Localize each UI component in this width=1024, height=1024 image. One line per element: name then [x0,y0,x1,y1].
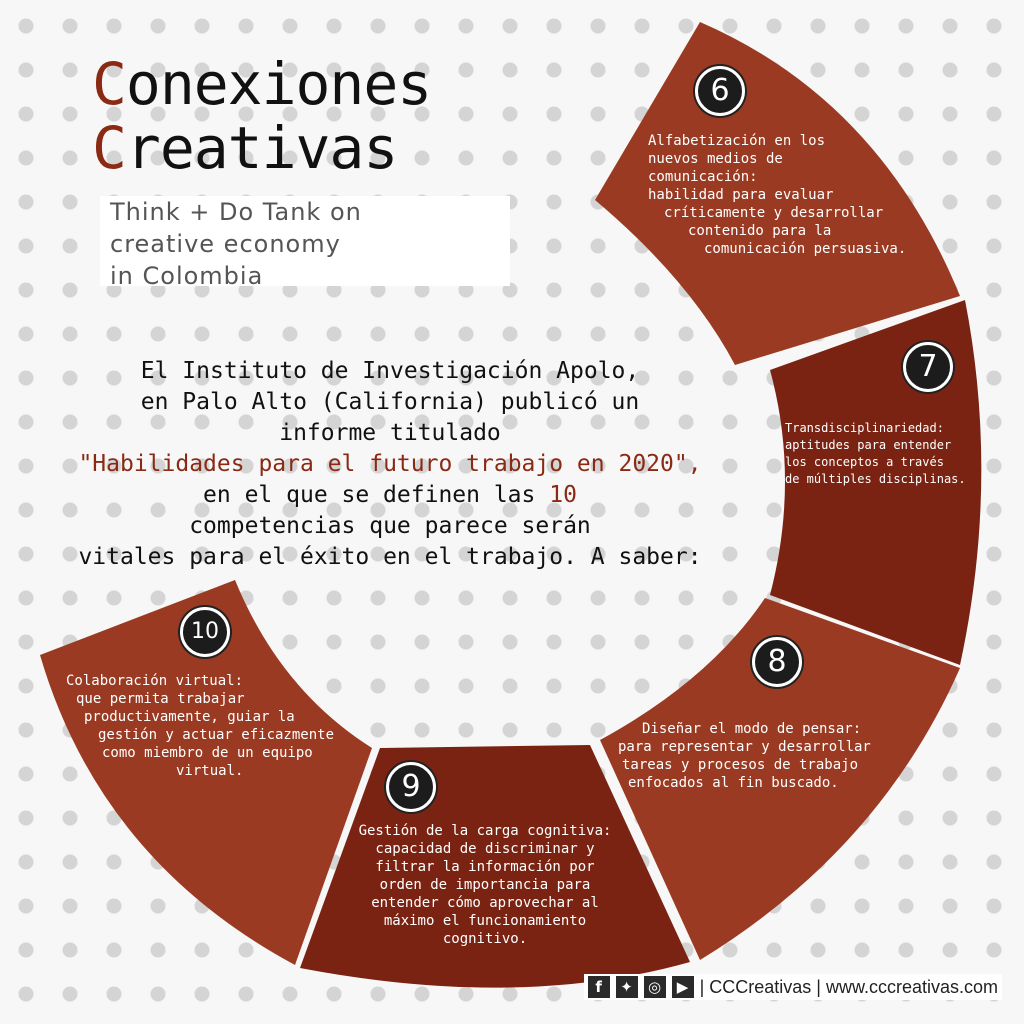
segment-9-line: Gestión de la carga cognitiva: [358,823,612,839]
twitter-icon[interactable]: ✦ [616,976,638,998]
segment-8-line: para representar y desarrollar [618,739,871,755]
footer-text: | CCCreativas | www.cccreativas.com [699,976,998,997]
intro-line: competencias que parece serán [189,513,591,539]
segment-9-line: orden de importancia para [379,877,591,893]
segment-9-line: cognitivo. [442,931,528,947]
segment-6-line: críticamente y desarrollar [664,205,884,221]
tagline-line: creative economy [110,230,341,258]
youtube-icon[interactable]: ▶ [672,976,694,998]
segment-10-text [60,672,360,780]
logo-cap-c2: C [92,114,126,182]
number-9-badge: 9 [386,762,436,812]
segment-7-line: Transdisciplinariedad: [785,421,944,435]
segment-7-line: de múltiples disciplinas. [785,472,966,486]
number-6-badge: 6 [695,66,745,116]
logo-cap-c1: C [92,50,126,118]
logo [92,52,431,180]
segment-9-line: entender cómo aprovechar al [371,895,599,911]
segment-9-line: filtrar la información por [375,859,595,875]
footer [584,974,1002,1000]
tagline-line: in Colombia [110,262,264,290]
intro-line: vitales para el éxito en el trabajo. A saber: [78,544,702,570]
tagline-line: Think + Do Tank on [110,198,362,226]
intro-line: El Instituto de Investigación Apolo, [140,358,640,384]
segment-9-text [330,822,640,948]
segment-10-line: Colaboración virtual: [66,673,244,689]
segment-6-line: comunicación persuasiva. [704,241,907,257]
segment-6-line: nuevos medios de [648,151,783,167]
number-8-badge: 8 [752,637,802,687]
number-10-badge: 10 [180,607,230,657]
count-highlight: 10 [549,482,577,508]
segment-7-text [785,420,995,488]
segment-10-line: que permita trabajar [76,691,245,707]
facebook-icon[interactable]: f [588,976,610,998]
segment-8-line: enfocados al fin buscado. [628,775,839,791]
segment-6-line: habilidad para evaluar [648,187,834,203]
segment-10-line: productivamente, guiar la [84,709,295,725]
segment-10-line: virtual. [176,763,244,779]
segment-9-line: máximo el funcionamiento [383,913,587,929]
segment-6-line: contenido para la [688,223,832,239]
segment-8-line: tareas y procesos de trabajo [622,757,859,773]
tagline [100,196,510,290]
intro-line: en Palo Alto (California) publicó un [140,389,640,415]
segment-7-line: los conceptos a través [785,455,944,469]
segment-8-text [612,720,912,792]
report-title: "Habilidades para el futuro trabajo en 2020", [78,451,702,477]
segment-7-line: aptitudes para entender [785,438,952,452]
intro-text [40,356,740,573]
segment-10-line: como miembro de un equipo [102,745,313,761]
intro-line: informe titulado [279,420,501,446]
number-7-badge: 7 [903,342,953,392]
intro-line: en el que se definen las [203,482,550,508]
segment-10-line: gestión y actuar eficazmente [98,727,335,743]
segment-9-line: capacidad de discriminar y [375,841,595,857]
instagram-icon[interactable]: ◎ [644,976,666,998]
segment-8-line: Diseñar el modo de pensar: [642,721,862,737]
segment-6-line: comunicación: [648,169,758,185]
logo-line2: reativas [125,114,398,182]
segment-6-line: Alfabetización en los [648,133,826,149]
segment-6-text [630,132,950,258]
logo-line1: onexiones [125,50,432,118]
